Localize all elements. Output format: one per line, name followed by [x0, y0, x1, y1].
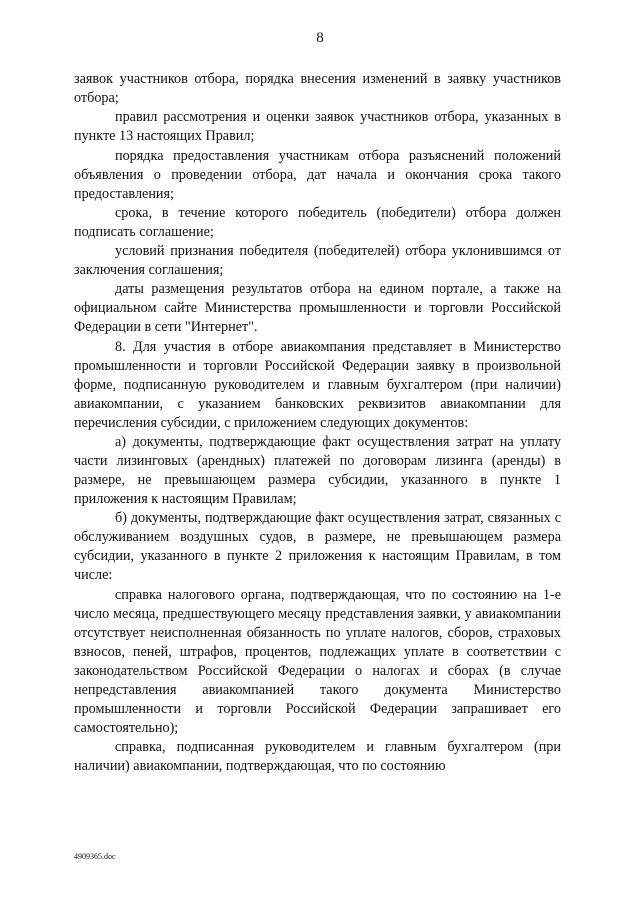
- page-number: 8: [316, 30, 324, 46]
- paragraph: 8. Для участия в отборе авиакомпания представляет в Министерство промышленности и торговли Российской Федерации заявку в произвольной форме, подписанную руководителем и главным бухгалтером (при наличии) авиакомпании, с указанием банковских реквизитов авиакомпании для перечисления субсидии, с приложением следующих документов:: [74, 338, 561, 431]
- paragraph: справка, подписанная руководителем и главным бухгалтером (при наличии) авиакомпании, подтверждающая, что по состоянию: [74, 738, 561, 774]
- paragraph: заявок участников отбора, порядка внесения изменений в заявку участников отбора;: [74, 71, 561, 106]
- paragraph: порядка предоставления участникам отбора разъяснений положений объявления о проведении отбора, дат начала и окончания срока такого предоставления;: [74, 147, 561, 202]
- paragraph: справка налогового органа, подтверждающая, что по состоянию на 1-е число месяца, предшествующего месяцу представления заявки, у авиакомпании отсутствует неисполненная обязанность по уплате налогов, сборов, страховых взносов, пеней, штрафов, процентов, подлежащих уплате в соответствии с законодательством Российской Федерации о налогах и сборах (в случае непредставления авиакомпанией такого документа Министерство промышленности и торговли Российской Федерации запрашивает его самостоятельно);: [74, 586, 561, 736]
- footer-filename: 4909365.doc: [74, 852, 116, 861]
- paragraph: условий признания победителя (победителей) отбора уклонившимся от заключения соглашения;: [74, 243, 561, 279]
- paragraph: а) документы, подтверждающие факт осуществления затрат на уплату части лизинговых (арендных) платежей по договорам лизинга (аренды) в размере, не превышающем размера субсидии, указанного в пункте 1 приложения к настоящим Правилам;: [74, 434, 561, 508]
- paragraph: срока, в течение которого победитель (победители) отбора должен подписать соглашение;: [74, 204, 561, 240]
- document-body: [74, 70, 561, 776]
- paragraph: б) документы, подтверждающие факт осуществления затрат, связанных с обслуживанием воздушных судов, в размере, не превышающем размера субсидии, указанного в пункте 2 приложения к настоящим Правилам, в том числе:: [74, 510, 561, 584]
- paragraph: правил рассмотрения и оценки заявок участников отбора, указанных в пункте 13 настоящих Правил;: [74, 109, 561, 145]
- paragraph: даты размещения результатов отбора на едином портале, а также на официальном сайте Министерства промышленности и торговли Российской Федерации в сети "Интернет".: [74, 281, 561, 336]
